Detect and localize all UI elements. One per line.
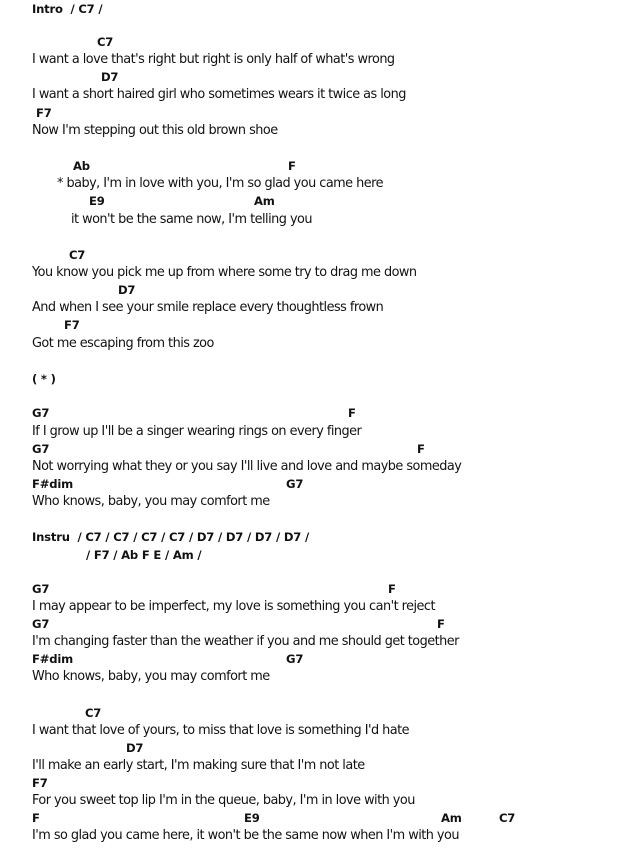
chord: G7 xyxy=(32,442,50,456)
chord: F#dim xyxy=(32,477,73,491)
lyric-line: Now I'm stepping out this old brown shoe xyxy=(32,123,278,138)
chord: G7 xyxy=(32,582,50,596)
lyric-line: For you sweet top lip I'm in the queue, baby, I'm in love with you xyxy=(32,793,415,808)
chord: F xyxy=(288,159,296,173)
lyric-line: I'm so glad you came here, it won't be the same now when I'm with you xyxy=(32,828,459,843)
chord: G7 xyxy=(286,477,304,491)
instrumental-line: Instru / C7 / C7 / C7 / C7 / D7 / D7 / D7 / D7 / xyxy=(32,530,310,544)
chord: F7 xyxy=(32,776,48,790)
chord: C7 xyxy=(499,811,516,825)
chord: D7 xyxy=(118,283,136,297)
chord: F7 xyxy=(36,106,52,120)
lyric-line: Not worrying what they or you say I'll live and love and maybe someday xyxy=(32,459,462,474)
lyric-line: You know you pick me up from where some try to drag me down xyxy=(32,265,417,280)
lyric-line: I may appear to be imperfect, my love is something you can't reject xyxy=(32,599,435,614)
lyric-line: * baby, I'm in love with you, I'm so glad you came here xyxy=(57,176,383,191)
chord: G7 xyxy=(286,652,304,666)
chord: F#dim xyxy=(32,652,73,666)
chord: E9 xyxy=(89,194,105,208)
chord: F xyxy=(348,406,356,420)
lyric-line: If I grow up I'll be a singer wearing rings on every finger xyxy=(32,424,362,439)
chorus-reference: ( * ) xyxy=(32,372,56,386)
chord: Ab xyxy=(73,159,90,173)
chord: F xyxy=(388,582,396,596)
chord: D7 xyxy=(101,70,119,84)
lyric-line: Who knows, baby, you may comfort me xyxy=(32,494,270,509)
intro-line: Intro / C7 / xyxy=(32,2,103,16)
chord: F7 xyxy=(64,318,80,332)
chord: G7 xyxy=(32,617,50,631)
chord: F xyxy=(32,811,40,825)
instrumental-line: / F7 / Ab F E / Am / xyxy=(86,548,202,562)
chord: Am xyxy=(254,194,275,208)
lyric-line: I want that love of yours, to miss that love is something I'd hate xyxy=(32,723,410,738)
lyric-line: Who knows, baby, you may comfort me xyxy=(32,669,270,684)
chord: D7 xyxy=(126,741,144,755)
chord: Am xyxy=(441,811,462,825)
chord: C7 xyxy=(97,35,114,49)
lyric-line: And when I see your smile replace every thoughtless frown xyxy=(32,300,384,315)
chord: F xyxy=(417,442,425,456)
lyric-line: I'll make an early start, I'm making sure that I'm not late xyxy=(32,758,365,773)
lyric-line: it won't be the same now, I'm telling you xyxy=(71,212,312,227)
chord: E9 xyxy=(244,811,260,825)
lyric-line: I want a short haired girl who sometimes wears it twice as long xyxy=(32,87,406,102)
lyric-line: I'm changing faster than the weather if you and me should get together xyxy=(32,634,459,649)
lyric-line: I want a love that's right but right is only half of what's wrong xyxy=(32,52,395,67)
lyric-line: Got me escaping from this zoo xyxy=(32,336,214,351)
chord: G7 xyxy=(32,406,50,420)
chord: F xyxy=(437,617,445,631)
chord: C7 xyxy=(85,706,102,720)
chord: C7 xyxy=(69,248,86,262)
